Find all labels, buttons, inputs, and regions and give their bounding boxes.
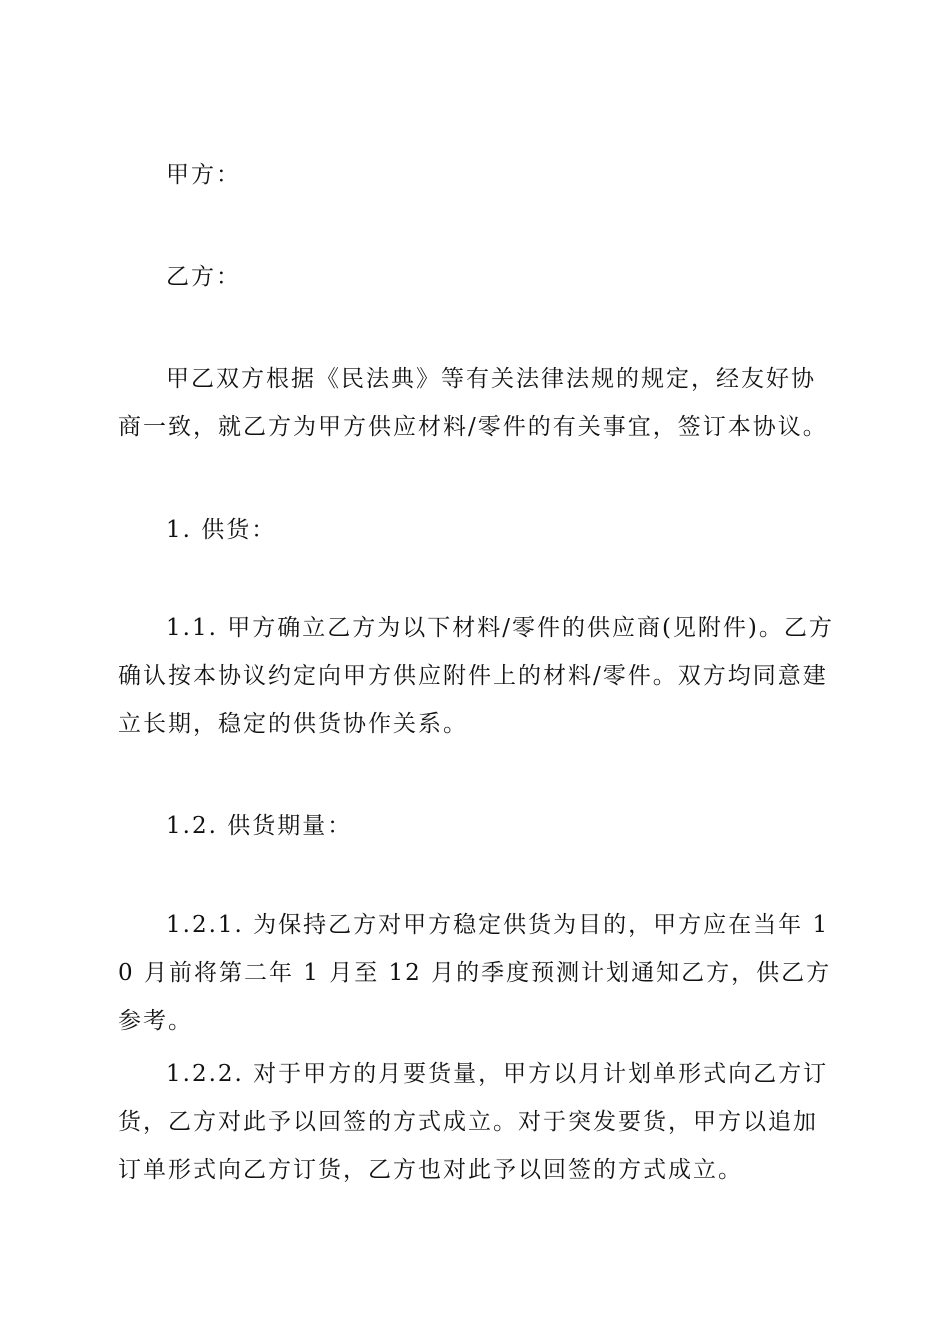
section-1-2-2-paragraph: 1.2.2. 对于甲方的月要货量，甲方以月计划单形式向乙方订货，乙方对此予以回签的方式成立。对于突发要货，甲方以追加订单形式向乙方订货，乙方也对此予以回签的方式成立。 bbox=[118, 1061, 829, 1183]
section-1-2-heading: 1.2. 供货期量： bbox=[166, 813, 353, 839]
party-b-line: 乙方： bbox=[166, 264, 241, 290]
party-a-line: 甲方： bbox=[166, 162, 241, 188]
section-1-1-paragraph: 1.1. 甲方确立乙方为以下材料/零件的供应商(见附件)。乙方确认按本协议约定向甲方供应附件上的材料/零件。双方均同意建立长期，稳定的供货协作关系。 bbox=[118, 615, 834, 737]
section-1-heading: 1. 供货： bbox=[166, 517, 277, 543]
intro-paragraph: 甲乙双方根据《民法典》等有关法律法规的规定，经友好协商一致，就乙方为甲方供应材料/零件的有关事宜，签订本协议。 bbox=[118, 366, 828, 440]
section-1-2-1-paragraph: 1.2.1. 为保持乙方对甲方稳定供货为目的，甲方应在当年 10 月前将第二年 1 月至 12 月的季度预测计划通知乙方，供乙方参考。 bbox=[118, 912, 832, 1034]
